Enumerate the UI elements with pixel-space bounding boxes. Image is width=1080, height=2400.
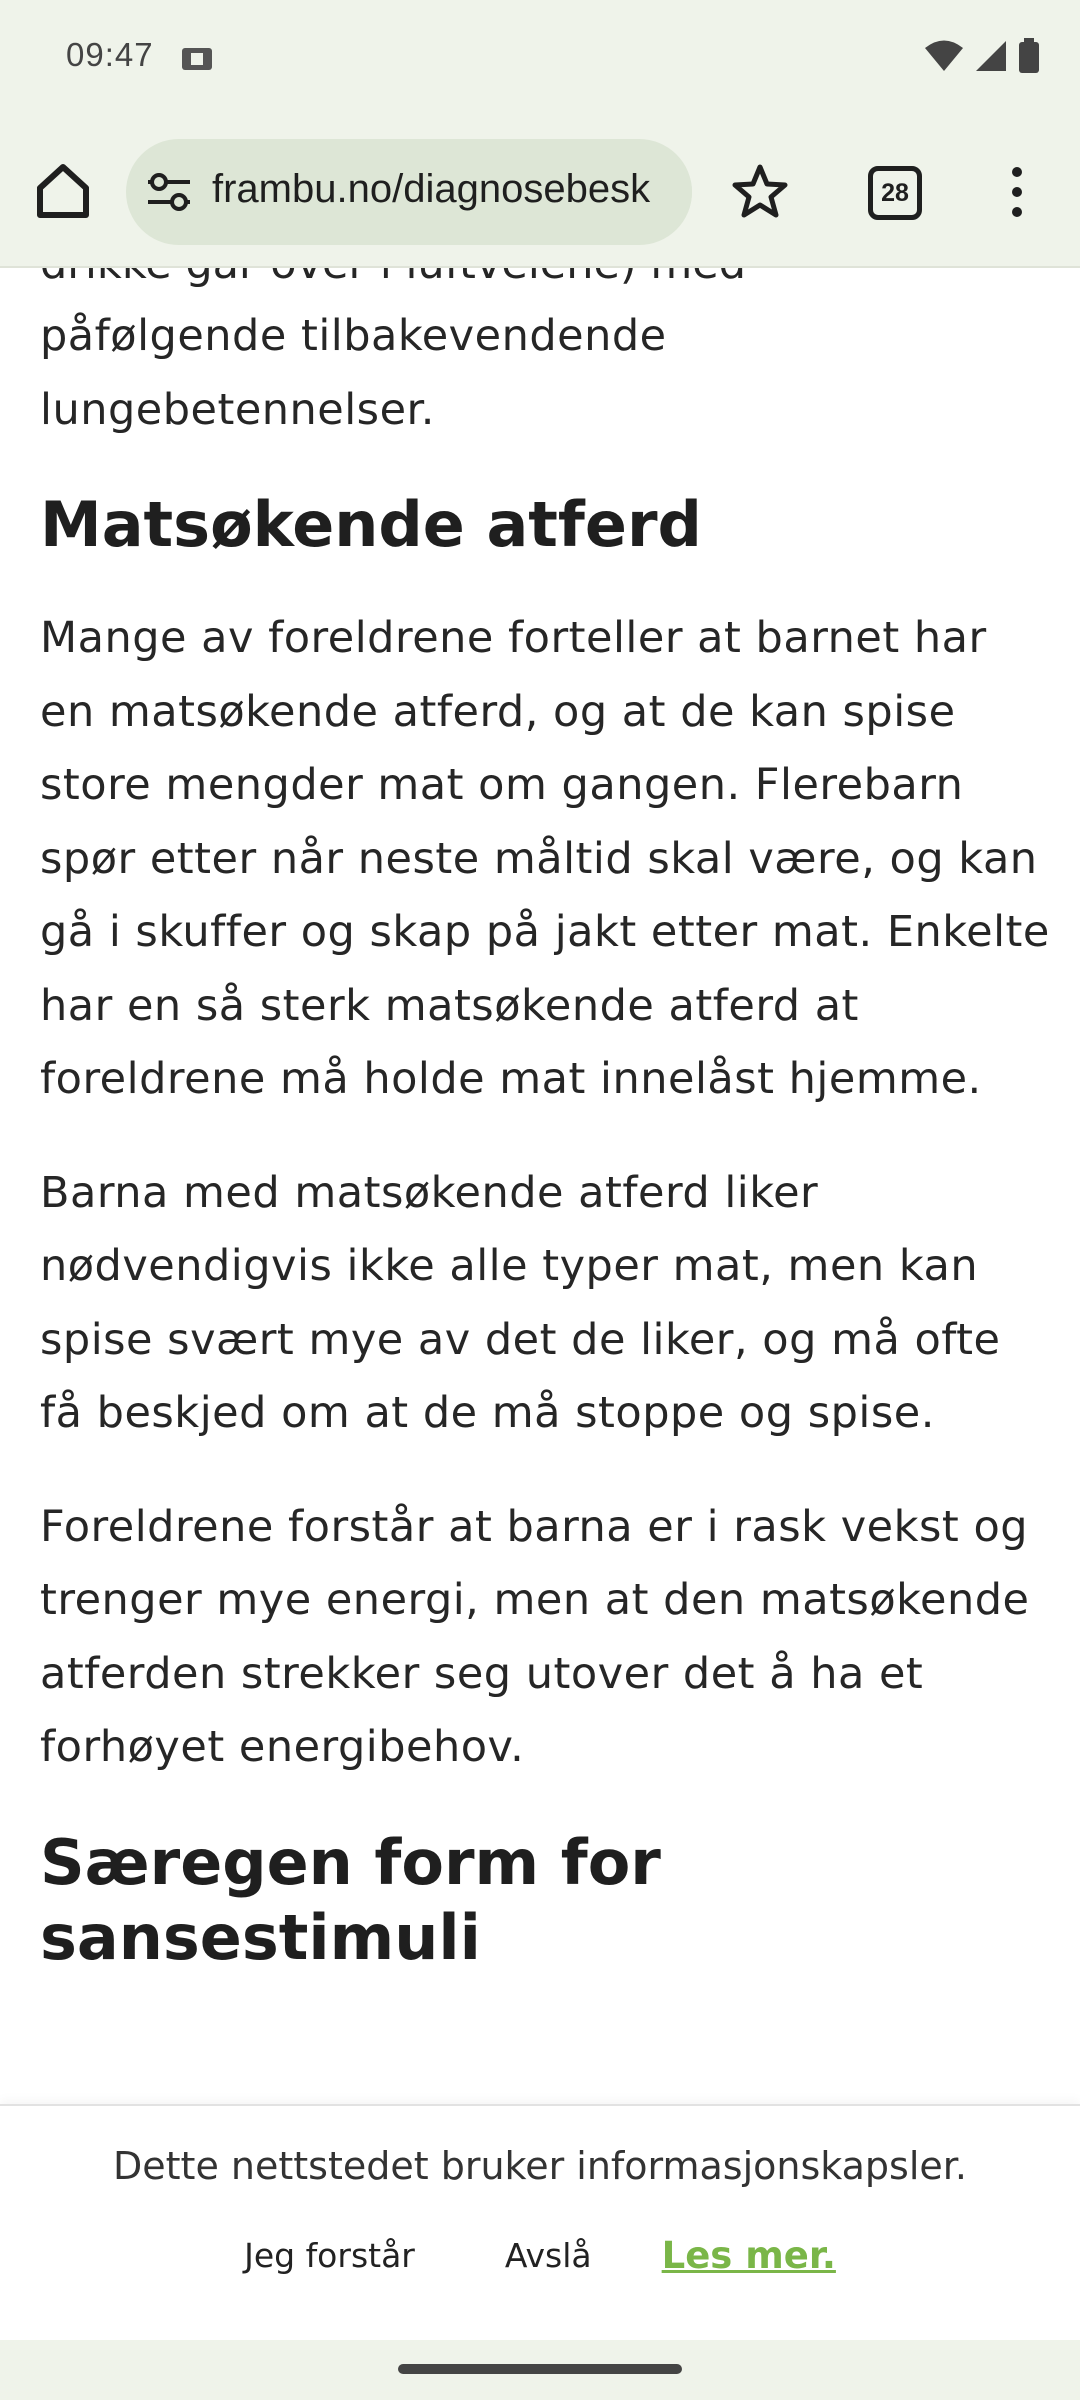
home-icon[interactable]	[30, 158, 96, 224]
address-bar[interactable]	[126, 139, 692, 245]
heading-saregen-form: Særegen form for sansestimuli	[40, 1825, 661, 1974]
sim-card-icon	[180, 45, 214, 77]
url-fade	[662, 139, 692, 245]
heading-matsokende-atferd: Matsøkende atferd	[40, 488, 702, 561]
home-gesture-handle[interactable]	[398, 2364, 682, 2374]
article-paragraph: Barna med matsøkende atferd liker nødvendigvis ikke alle typer mat, men kan spise svært mye av det de liker, og må ofte få beskjed om at de må stoppe og spise.	[40, 1167, 1001, 1438]
accept-cookies-button[interactable]: Jeg forstår	[244, 2236, 415, 2275]
signal-icon	[974, 39, 1008, 77]
read-more-link[interactable]: Les mer.	[661, 2234, 836, 2277]
wifi-icon	[924, 39, 964, 77]
article-paragraph: Foreldrene forstår at barna er i rask vekst og trenger mye energi, men at den matsøkende atferden strekker seg utover det å ha et forhøyet energibehov.	[40, 1501, 1030, 1772]
cookie-actions	[0, 2234, 1080, 2277]
status-icons	[924, 38, 1040, 78]
tab-switcher-icon[interactable]: 28	[868, 166, 922, 220]
browser-toolbar	[0, 120, 1080, 268]
tune-icon[interactable]	[146, 171, 192, 217]
more-vert-icon[interactable]	[1000, 162, 1034, 226]
cookie-banner	[0, 2104, 1080, 2342]
status-time: 09:47	[66, 36, 154, 73]
article-paragraph: Mange av foreldrene forteller at barnet har en matsøkende atferd, og at de kan spise store mengder mat om gangen. Flerebarn spør etter når neste måltid skal være, og kan gå i skuffer og skap på jakt etter mat. Enkelte har en så sterk matsøkende atferd at foreldrene må holde mat innelåst hjemme.	[40, 613, 1050, 1104]
status-bar	[0, 0, 1080, 120]
url-text[interactable]: frambu.no/diagnosebesk	[212, 167, 651, 211]
battery-icon	[1018, 38, 1040, 78]
star-icon[interactable]	[730, 162, 790, 226]
decline-cookies-button[interactable]: Avslå	[504, 2236, 592, 2275]
article-content	[40, 300, 1050, 2015]
cookie-message: Dette nettstedet bruker informasjonskapsler.	[113, 2144, 967, 2188]
article-intro-tail: påfølgende tilbakevendende lungebetennelser.	[40, 311, 667, 435]
